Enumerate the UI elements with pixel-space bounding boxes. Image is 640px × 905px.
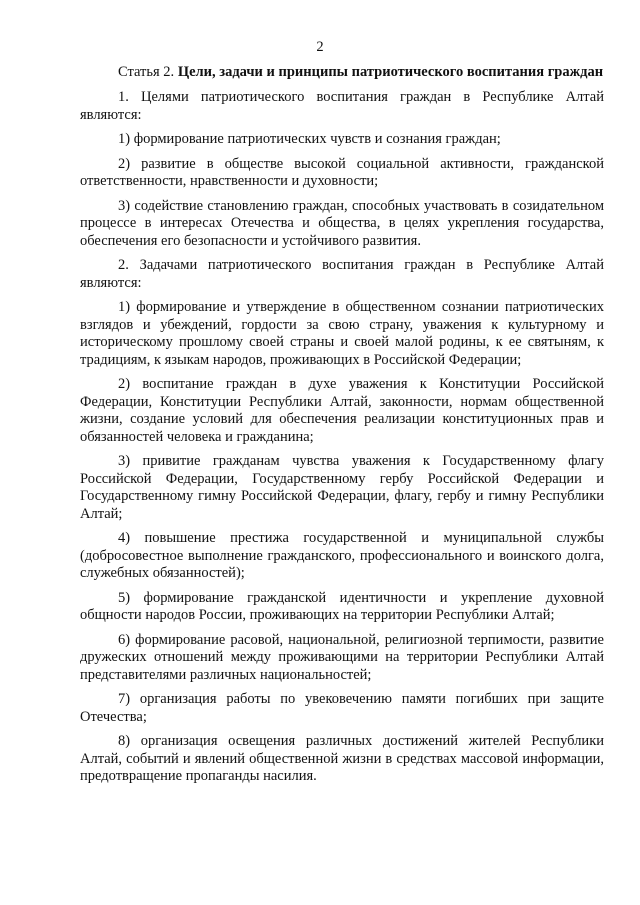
paragraph-task-7: 7) организация работы по увековечению памяти погибших при защите Отечества; — [80, 691, 604, 725]
paragraph-task-4: 4) повышение престижа государственной и муниципальной службы (добросовестное выполнение гражданского, профессионального и воинского долга, служебных обязанностей); — [80, 530, 604, 581]
paragraph-task-2: 2) воспитание граждан в духе уважения к Конституции Российской Федерации, Конституции Республики Алтай, законности, нормам общественной жизни, создание условий для обеспечения реализации конституционных прав и обязанностей человека и гражданина; — [80, 376, 604, 445]
article-title: Цели, задачи и принципы патриотического воспитания граждан — [177, 64, 604, 80]
paragraph-tasks-intro: 2. Задачами патриотического воспитания граждан в Республике Алтай являются: — [80, 257, 604, 291]
paragraph-task-3: 3) привитие гражданам чувства уважения к Государственному флагу Российской Федерации, Государственному гербу Российской Федерации и Государственному гимну Российской Федерации, флагу, гербу и гимну Республики Алтай; — [80, 453, 604, 522]
paragraph-task-6: 6) формирование расовой, национальной, религиозной терпимости, развитие дружеских отношений между проживающими на территории Республики Алтай представителями различных национальностей; — [80, 631, 604, 683]
paragraph-goal-2: 2) развитие в обществе высокой социальной активности, гражданской ответственности, нравственности и духовности; — [80, 155, 604, 189]
page-number: 2 — [316, 39, 324, 55]
paragraph-goal-1: 1) формирование патриотических чувств и сознания граждан; — [118, 131, 501, 147]
document-body — [80, 63, 604, 793]
paragraph-task-1: 1) формирование и утверждение в общественном сознании патриотических взглядов и убеждений, гордости за свою страну, уважения к культурному и историческому прошлому своей страны и своей малой родины, к ее святыням, к традициям, к языкам народов, проживающих в Российской Федерации; — [80, 299, 604, 368]
article-prefix: Статья 2. — [118, 64, 175, 80]
article-heading — [80, 63, 604, 81]
paragraph-goal-3: 3) содействие становлению граждан, способных участвовать в созидательном процессе в интересах Отечества и общества, в целях укрепления государства, обеспечения его безопасности и устойчивого развития. — [80, 197, 604, 249]
paragraph-task-5: 5) формирование гражданской идентичности и укрепление духовной общности народов России, проживающих на территории Республики Алтай; — [80, 589, 604, 623]
paragraph-task-8: 8) организация освещения различных достижений жителей Республики Алтай, событий и явлений общественной жизни в средствах массовой информации, предотвращение пропаганды насилия. — [80, 733, 604, 784]
paragraph-goals-intro: 1. Целями патриотического воспитания граждан в Республике Алтай являются: — [80, 89, 604, 123]
